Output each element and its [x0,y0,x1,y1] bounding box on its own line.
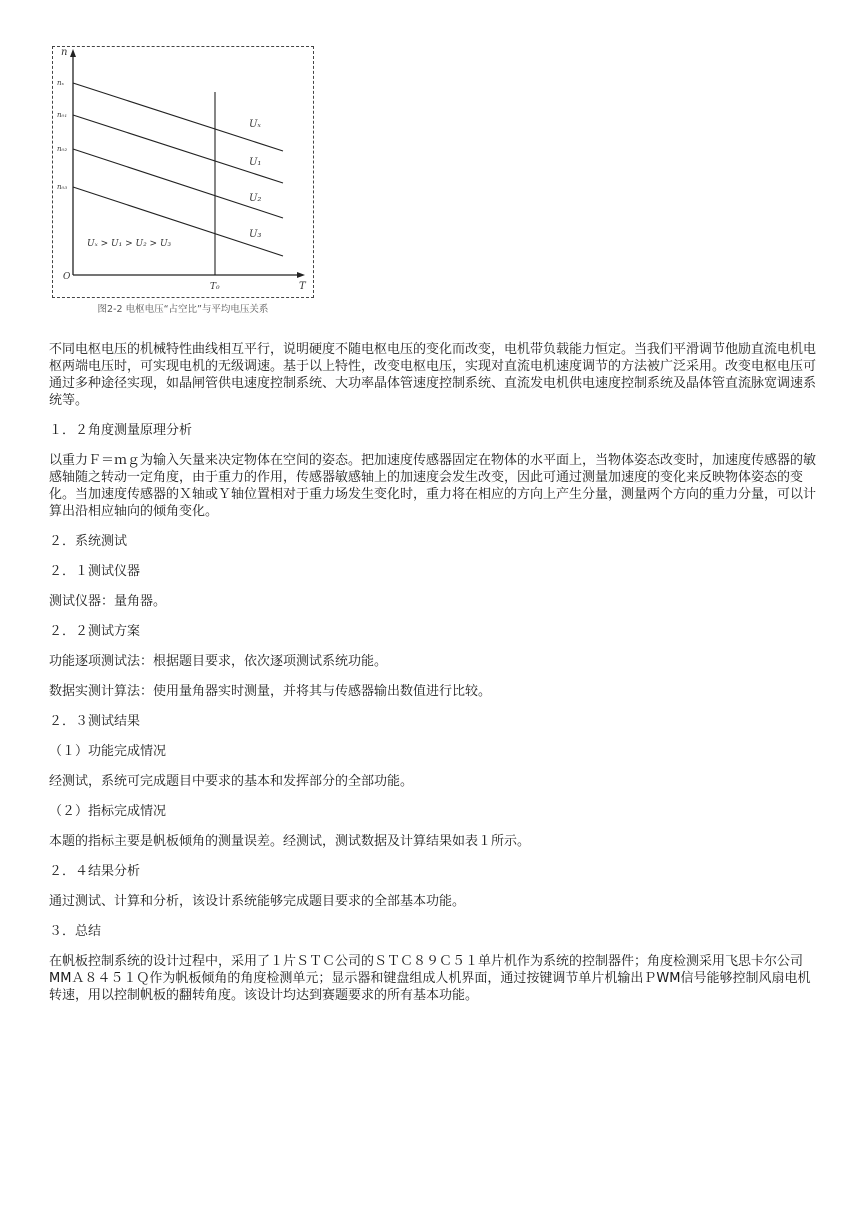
section-heading: ２．２测试方案 [49,624,141,639]
curve-label-ux: Uₓ [249,119,261,130]
figure-plot [53,47,315,299]
voltage-relation: Uₓ > U₁ > U₂ > U₃ [87,239,172,249]
x-marker-label: T₀ [210,282,220,292]
body-paragraph: 通过测试、计算和分析，该设计系统能够完成题目要求的全部基本功能。 [49,894,466,909]
body-paragraph: 本题的指标主要是帆板倾角的测量误差。经测试，测试数据及计算结果如表１所示。 [49,834,531,849]
body-paragraph: 测试仪器：量角器。 [49,594,167,609]
curve-label-u3: U₃ [249,229,262,240]
section-heading: ３．总结 [49,924,102,939]
body-paragraph: 在帆板控制系统的设计过程中，采用了１片ＳＴＣ公司的ＳＴＣ８９Ｃ５１单片机作为系统的控制器件；角度检测采用飞思卡尔公司MMＡ８４５１Ｑ作为帆板倾角的角度检测单元；显示器和键盘组成人机界面，通过按键调节单片机输出ＰWM信号能够控制风扇电机转速，用以控制帆板的翻转角度。该设计均达到赛题要求的所有基本功能。 [49,954,811,1003]
body-paragraph: 数据实测计算法：使用量角器实时测量，并将其与传感器输出数值进行比较。 [49,684,492,699]
x-axis-arrow [297,272,305,278]
curve-ux [73,83,283,151]
section-heading: ２．系统测试 [49,534,128,549]
section-heading: ２．４结果分析 [49,864,141,879]
x-axis-label: T [299,281,306,292]
y-axis-arrow [70,49,76,57]
section-heading: １．２角度测量原理分析 [49,423,193,438]
figure-caption: 图2-2 电枢电压“占空比”与平均电压关系 [97,304,269,315]
body-paragraph: 以重力Ｆ＝ｍｇ为输入矢量来决定物体在空间的姿态。把加速度传感器固定在物体的水平面上，当物体姿态改变时，加速度传感器的敏感轴随之转动一定角度，由于重力的作用，传感器敏感轴上的加速度会发生改变，因此可通过测量加速度的变化来反映物体姿态的变化。当加速度传感器的Ｘ轴或Ｙ轴位置相对于重力场发生变化时，重力将在相应的方向上产生分量，测量两个方向的重力分量，可以计算出沿相应轴向的倾角变化。 [49,453,817,519]
speed-voltage-figure [52,46,314,298]
curve-label-u1: U₁ [249,157,262,168]
section-heading: ２．１测试仪器 [49,564,141,579]
y-tick-label-n01: n₀₁ [57,111,68,119]
y-tick-label-n03: n₀₃ [57,183,68,191]
curve-label-u2: U₂ [249,193,262,204]
body-paragraph: 经测试，系统可完成题目中要求的基本和发挥部分的全部功能。 [49,774,414,789]
origin-label: O [63,272,71,282]
section-heading: （２）指标完成情况 [49,804,167,819]
section-heading: （１）功能完成情况 [49,744,167,759]
y-tick-label-n02: n₀₂ [57,145,68,153]
body-paragraph: 不同电枢电压的机械特性曲线相互平行，说明硬度不随电枢电压的变化而改变，电机带负载能力恒定。当我们平滑调节他励直流电机电枢两端电压时，可实现电机的无级调速。基于以上特性，改变电枢电压，实现对直流电机速度调节的方法被广泛采用。改变电枢电压可通过多种途径实现，如晶闸管供电速度控制系统、大功率晶体管速度控制系统、直流发电机供电速度控制系统及晶体管直流脉宽调速系统等。 [49,342,817,408]
article-body [49,341,821,1017]
body-paragraph: 功能逐项测试法：根据题目要求，依次逐项测试系统功能。 [49,654,388,669]
y-axis-label: n [61,47,68,58]
section-heading: ２．３测试结果 [49,714,141,729]
y-tick-label-nx: nₓ [57,79,64,87]
